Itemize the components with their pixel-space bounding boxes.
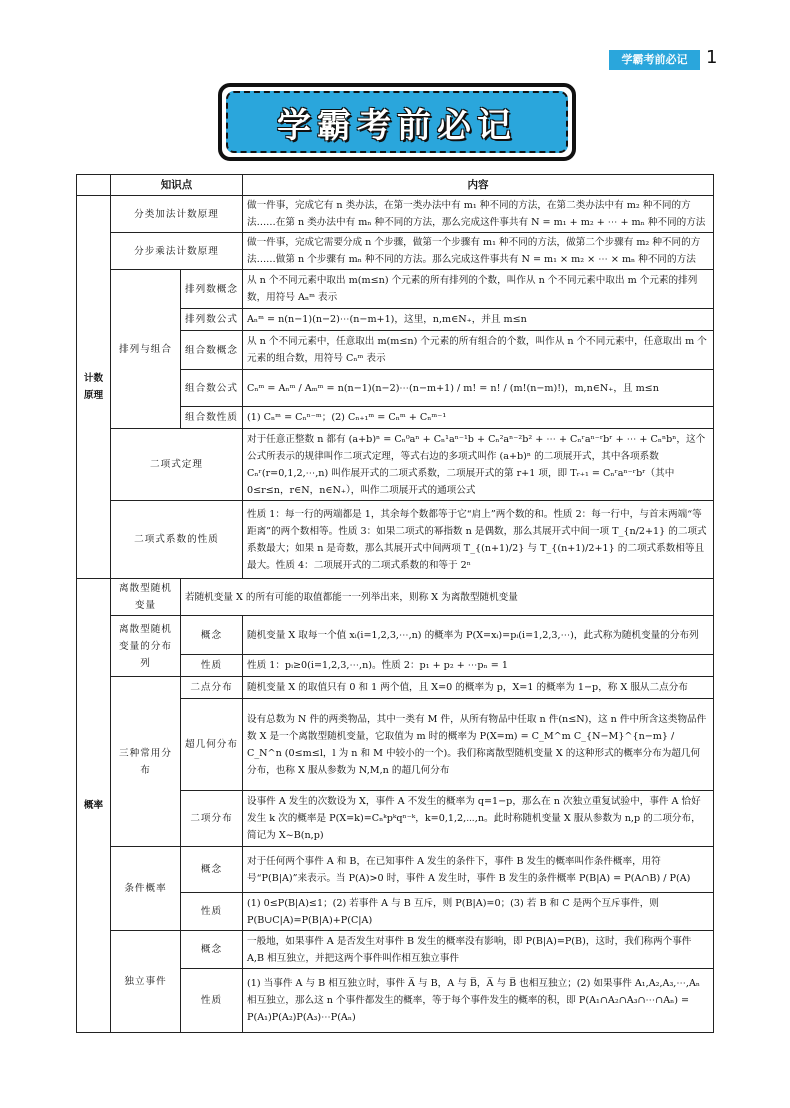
row-text-distribution-property: 性质 1：pᵢ≥0(i=1,2,3,⋯,n)。性质 2：p₁ + p₂ + ⋯pₙ = 1 [243, 655, 714, 677]
row-text-binomial-theorem: 对于任意正整数 n 都有 (a+b)ⁿ = Cₙ⁰aⁿ + Cₙ¹aⁿ⁻¹b + Cₙ²aⁿ⁻²b² + ⋯ + Cₙʳaⁿ⁻ʳbʳ + ⋯ + Cₙⁿbⁿ，这个公式所表示的规律叫作二项式定理，等式右边的多项式叫作 (a+b)ⁿ 的二项展开式，其中各项系数 Cₙʳ(r=0,1,2,⋯,n) 叫作展开式的二项式系数，二项展开式的第 r+1 项，即 Tᵣ₊₁ = Cₙʳaⁿ⁻ʳbʳ（其中 0≤r≤n，r∈N，n∈N₊），叫作二项展开式的通项公式 [243, 429, 714, 501]
row-label-permutation-combination: 排列与组合 [111, 270, 181, 429]
table-header-row [77, 175, 714, 196]
table-row [77, 616, 714, 655]
row-label-independent-property: 性质 [181, 969, 243, 1033]
row-text-conditional-property: (1) 0≤P(B|A)≤1；(2) 若事件 A 与 B 互斥，则 P(B|A)=0；(3) 若 B 和 C 是两个互斥事件，则 P(B∪C|A)=P(B|A)+P(C|A) [243, 893, 714, 931]
row-text-hypergeometric: 设有总数为 N 件的两类物品，其中一类有 M 件，从所有物品中任取 n 件(n≤N)，这 n 件中所含这类物品件数 X 是一个离散型随机变量，它取值为 m 时的概率为 P(X=m) = C_M^m C_{N−M}^{n−m} / C_N^n (0≤m≤l，l 为 n 和 M 中较小的一个)。我们称离散型随机变量 X 的这种形式的概率分布为超几何分布，也称 X 服从参数为 N,M,n 的超几何分布 [243, 699, 714, 791]
row-label-distribution-concept: 概念 [181, 616, 243, 655]
table-row [77, 429, 714, 501]
section-counting: 计数原理 [77, 196, 111, 579]
row-label-combination-concept: 组合数概念 [181, 331, 243, 370]
row-label-three-distributions: 三种常用分布 [111, 677, 181, 847]
row-text-binomial-distribution: 设事件 A 发生的次数设为 X，事件 A 不发生的概率为 q=1−p，那么在 n 次独立重复试验中，事件 A 恰好发生 k 次的概率是 P(X=k)=Cₙᵏpᵏqⁿ⁻ᵏ，k=0,1,2,⋯,n。此时称随机变量 X 服从参数为 n,p 的二项分布，简记为 X~B(n,p) [243, 791, 714, 847]
knowledge-table [76, 174, 714, 1033]
row-label-multiplication-principle: 分步乘法计数原理 [111, 233, 243, 270]
table-row [77, 677, 714, 699]
page-number: 1 [706, 47, 718, 68]
row-text-permutation-formula: Aₙᵐ = n(n−1)(n−2)⋯(n−m+1)，这里，n,m∈N₊，并且 m≤n [243, 309, 714, 331]
row-label-distribution: 离散型随机变量的分布列 [111, 616, 181, 677]
row-text-combination-concept: 从 n 个不同元素中，任意取出 m(m≤n) 个元素的所有组合的个数，叫作从 n 个不同元素中，任意取出 m 个元素的组合数，用符号 Cₙᵐ 表示 [243, 331, 714, 370]
row-text-discrete-variable: 若随机变量 X 的所有可能的取值都能一一列举出来，则称 X 为离散型随机变量 [181, 579, 714, 616]
row-text-conditional-concept: 对于任何两个事件 A 和 B，在已知事件 A 发生的条件下，事件 B 发生的概率叫作条件概率，用符号“P(B|A)”来表示。当 P(A)>0 时，事件 A 发生时，事件 B 发生的条件概率 P(B|A) = P(A∩B) / P(A) [243, 847, 714, 893]
row-label-hypergeometric: 超几何分布 [181, 699, 243, 791]
row-label-permutation-formula: 排列数公式 [181, 309, 243, 331]
table-row [77, 233, 714, 270]
row-text-binomial-coefficient-properties: 性质 1：每一行的两端都是 1，其余每个数都等于它“肩上”两个数的和。性质 2：每一行中，与首末两端“等距离”的两个数相等。性质 3：如果二项式的幂指数 n 是偶数，那么其展开式中间一项 T_{n/2+1} 的二项式系数最大；如果 n 是奇数，那么其展开式中间两项 T_{(n+1)/2} 与 T_{(n+1)/2+1} 的二项式系数相等且最大。性质 4：二项展开式的二项式系数的和等于 2ⁿ [243, 501, 714, 579]
header-blank [77, 175, 111, 196]
row-text-independent-property: (1) 当事件 A 与 B 相互独立时，事件 A̅ 与 B，A 与 B̅，A̅ 与 B̅ 也相互独立；(2) 如果事件 A₁,A₂,A₃,⋯,Aₙ 相互独立，那么这 n 个事件都发生的概率，等于每个事件发生的概率的积，即 P(A₁∩A₂∩A₃∩⋯∩Aₙ) = P(A₁)P(A₂)P(A₃)⋯P(Aₙ) [243, 969, 714, 1033]
row-label-binomial-coefficient-properties: 二项式系数的性质 [111, 501, 243, 579]
row-label-discrete-variable: 离散型随机变量 [111, 579, 181, 616]
table-row [77, 270, 714, 309]
row-text-combination-formula: Cₙᵐ = Aₙᵐ / Aₘᵐ = n(n−1)(n−2)⋯(n−m+1) / m! = n! / (m!(n−m)!)，m,n∈N₊，且 m≤n [243, 370, 714, 407]
row-label-addition-principle: 分类加法计数原理 [111, 196, 243, 233]
row-text-distribution-concept: 随机变量 X 取每一个值 xᵢ(i=1,2,3,⋯,n) 的概率为 P(X=xᵢ)=pᵢ(i=1,2,3,⋯)，此式称为随机变量的分布列 [243, 616, 714, 655]
row-text-addition-principle: 做一件事，完成它有 n 类办法，在第一类办法中有 m₁ 种不同的方法，在第二类办法中有 m₂ 种不同的方法……在第 n 类办法中有 mₙ 种不同的方法，那么完成这件事共有 N = m₁ + m₂ + ⋯ + mₙ 种不同的方法 [243, 196, 714, 233]
row-label-conditional-concept: 概念 [181, 847, 243, 893]
header-content: 内容 [243, 175, 714, 196]
table-row [77, 847, 714, 893]
row-label-combination-property: 组合数性质 [181, 407, 243, 429]
table-row [77, 196, 714, 233]
page-title: 学霸考前必记 [277, 105, 517, 146]
header-knowledge-point: 知识点 [111, 175, 243, 196]
section-probability: 概率 [77, 579, 111, 1033]
row-label-conditional: 条件概率 [111, 847, 181, 931]
row-label-combination-formula: 组合数公式 [181, 370, 243, 407]
row-text-multiplication-principle: 做一件事，完成它需要分成 n 个步骤，做第一个步骤有 m₁ 种不同的方法，做第二个步骤有 m₂ 种不同的方法……做第 n 个步骤有 mₙ 种不同的方法。那么完成这件事共有 N = m₁ × m₂ × ⋯ × mₙ 种不同的方法 [243, 233, 714, 270]
row-text-permutation-concept: 从 n 个不同元素中取出 m(m≤n) 个元素的所有排列的个数，叫作从 n 个不同元素中取出 m 个元素的排列数，用符号 Aₙᵐ 表示 [243, 270, 714, 309]
row-label-independent-concept: 概念 [181, 931, 243, 969]
row-text-two-point: 随机变量 X 的取值只有 0 和 1 两个值，且 X=0 的概率为 p，X=1 的概率为 1−p，称 X 服从二点分布 [243, 677, 714, 699]
row-text-independent-concept: 一般地，如果事件 A 是否发生对事件 B 发生的概率没有影响，即 P(B|A)=P(B)，这时，我们称两个事件 A,B 相互独立，并把这两个事件叫作相互独立事件 [243, 931, 714, 969]
table-row [77, 501, 714, 579]
row-label-two-point: 二点分布 [181, 677, 243, 699]
row-label-permutation-concept: 排列数概念 [181, 270, 243, 309]
table-row [77, 579, 714, 616]
chapter-tag: 学霸考前必记 [609, 50, 700, 70]
row-label-independent: 独立事件 [111, 931, 181, 1033]
row-label-distribution-property: 性质 [181, 655, 243, 677]
title-banner [218, 83, 576, 161]
row-text-combination-property: (1) Cₙᵐ = Cₙⁿ⁻ᵐ；(2) Cₙ₊₁ᵐ = Cₙᵐ + Cₙᵐ⁻¹ [243, 407, 714, 429]
row-label-conditional-property: 性质 [181, 893, 243, 931]
row-label-binomial-distribution: 二项分布 [181, 791, 243, 847]
table-row [77, 931, 714, 969]
row-label-binomial-theorem: 二项式定理 [111, 429, 243, 501]
